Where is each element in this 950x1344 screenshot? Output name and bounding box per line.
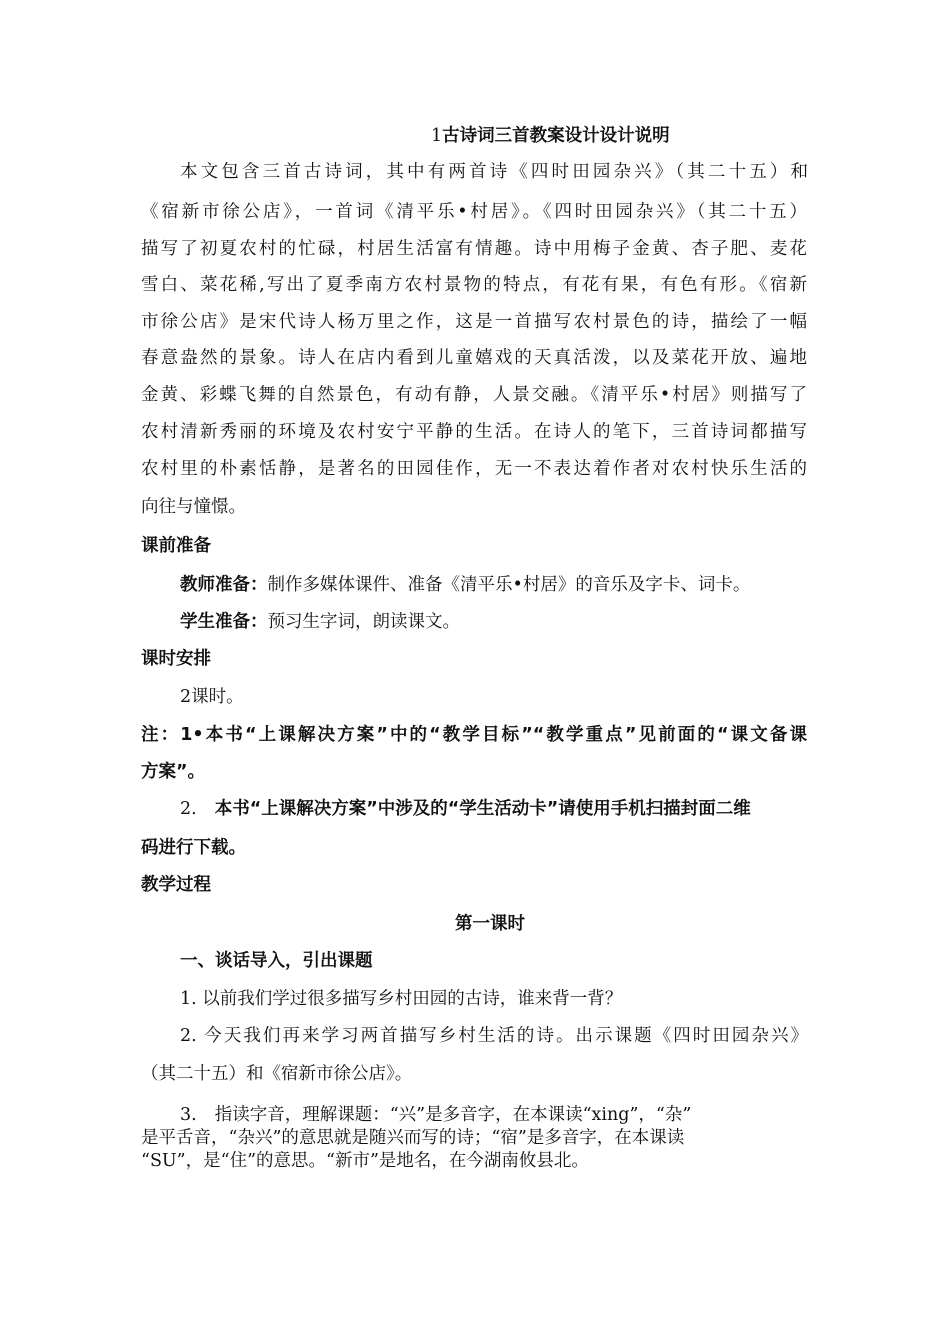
step-3-line-1: 指读字音，理解课题：“兴”是多音字，在本课读“xing”，“杂” — [214, 1105, 692, 1125]
intro-line-4: 雪白、菜花稀,写出了夏季南方农村景物的特点，有花有果，有色有形。《宿新 — [141, 275, 807, 295]
intro-line-9: 农村里的朴素恬静，是著名的田园佳作，无一不表达着作者对农村快乐生活的 — [141, 459, 807, 479]
step-3 — [180, 1107, 808, 1125]
title-number: 1 — [431, 126, 443, 146]
schedule-heading: 课时安排 — [141, 649, 211, 669]
intro-line-5: 市徐公店》是宋代诗人杨万里之作，这是一首描写农村景色的诗，描绘了一幅 — [141, 312, 807, 332]
note-2-line-2: 码进行下载。 — [141, 838, 246, 858]
lesson-heading: 第一课时 — [455, 914, 525, 934]
step-3-line-3: “SU”，是“住”的意思。“新市”是地名，在今湖南攸县北。 — [141, 1151, 589, 1171]
teacher-prep-label: 教师准备： — [180, 575, 268, 595]
note-2 — [180, 801, 808, 819]
intro-line-10: 向往与憧憬。 — [141, 497, 246, 517]
student-prep-label: 学生准备： — [180, 612, 268, 632]
note-2-line-1: 本书“上课解决方案”中涉及的“学生活动卡”请使用手机扫描封面二维 — [214, 799, 751, 819]
note-line-2: 方案”。 — [141, 762, 206, 782]
teacher-prep-text: 制作多媒体课件、准备《清平乐•村居》的音乐及字卡、词卡。 — [267, 575, 751, 595]
step-1: 1. 以前我们学过很多描写乡村田园的古诗，谁来背一背？ — [180, 989, 623, 1009]
intro-line-8: 农村清新秀丽的环境及农村安宁平静的生活。在诗人的笔下，三首诗词都描写 — [141, 422, 807, 442]
process-heading: 教学过程 — [141, 875, 211, 895]
student-prep-text: 预习生字词，朗读课文。 — [267, 612, 460, 632]
intro-line-7: 金黄、彩蝶飞舞的自然景色，有动有静，人景交融。《清平乐•村居》则描写了 — [141, 385, 807, 405]
note-line-1: 注：1•本书“上课解决方案”中的“教学目标”“教学重点”见前面的“课文备课 — [141, 725, 807, 745]
teacher-prep — [180, 577, 750, 595]
step-2-line-2: （其二十五）和《宿新市徐公店》。 — [141, 1064, 413, 1084]
schedule-text: 2课时。 — [180, 687, 244, 707]
title-text: 古诗词三首教案设计设计说明 — [442, 126, 670, 146]
step-3-line-2: 是平舌音，“杂兴”的意思就是随兴而写的诗；“宿”是多音字，在本课读 — [141, 1128, 685, 1148]
prep-heading: 课前准备 — [141, 536, 211, 556]
intro-line-1: 本文包含三首古诗词，其中有两首诗《四时田园杂兴》（其二十五）和 — [180, 162, 808, 182]
page-title — [431, 128, 670, 146]
intro-line-3: 描写了初夏农村的忙碌，村居生活富有情趣。诗中用梅子金黄、杏子肥、麦花 — [141, 239, 807, 259]
intro-line-2: 《宿新市徐公店》，一首词《清平乐•村居》。《四时田园杂兴》（其二十五） — [141, 202, 807, 222]
section-1-heading: 一、谈话导入，引出课题 — [180, 951, 373, 971]
step-2-line-1: 2. 今天我们再来学习两首描写乡村生活的诗。出示课题《四时田园杂兴》 — [180, 1026, 808, 1046]
student-prep — [180, 614, 460, 632]
note-2-number: 2. — [180, 799, 197, 819]
step-3-number: 3. — [180, 1105, 197, 1125]
intro-line-6: 春意盎然的景象。诗人在店内看到儿童嬉戏的天真活泼，以及菜花开放、遍地 — [141, 348, 807, 368]
